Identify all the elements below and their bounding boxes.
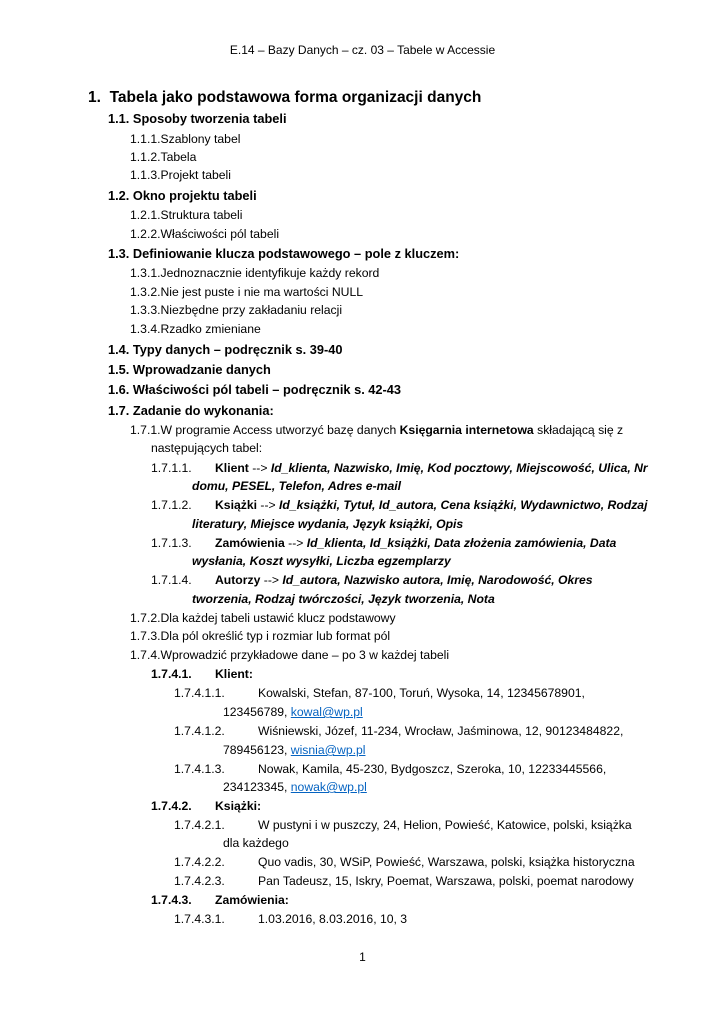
- item-number: 1.1.3.: [130, 168, 161, 182]
- item-title: Książki:: [215, 799, 262, 813]
- data-row: [174, 684, 585, 702]
- item-number: 1.7.4.2.3.: [174, 874, 225, 888]
- item-text: Dla każdej tabeli ustawić klucz podstawowy: [160, 611, 396, 625]
- page-number: 1: [359, 950, 366, 964]
- table-fields: Id_autora, Nazwisko autora, Imię, Narodowość, Okres: [282, 573, 593, 587]
- task-1-7-3: [130, 627, 390, 645]
- item-number: 1.2.1.: [130, 208, 161, 222]
- section-1-7-heading: [108, 402, 274, 420]
- row-values: Quo vadis, 30, WSiP, Powieść, Warszawa, polski, książka historyczna: [258, 855, 635, 869]
- table-fields-continued: domu, PESEL, Telefon, Adres e-mail: [192, 479, 402, 493]
- arrow: -->: [260, 573, 283, 587]
- item-number: 1.7.4.2.: [151, 799, 192, 813]
- item-number: 1.7.2.: [130, 611, 161, 625]
- data-row: [174, 910, 407, 928]
- item-number: 1.3.3.: [130, 303, 161, 317]
- item-number: 1.7.1.3.: [151, 536, 192, 550]
- item-number: 1.3.2.: [130, 285, 161, 299]
- task-1-7-4: [130, 646, 449, 664]
- table-fields: Id_klienta, Nazwisko, Imię, Kod pocztowy, Miejscowość, Ulica, Nr: [270, 461, 648, 475]
- section-1-heading: [88, 88, 481, 108]
- section-1-1-heading: [108, 110, 287, 128]
- section-title: Wprowadzanie danych: [132, 362, 271, 377]
- arrow: -->: [284, 536, 307, 550]
- table-name: Książki: [215, 498, 258, 512]
- item-number: 1.7.4.2.1.: [174, 818, 225, 832]
- section-number: 1.6.: [108, 382, 130, 397]
- section-number: 1.4.: [108, 342, 130, 357]
- email-link[interactable]: wisnia@wp.pl: [290, 743, 366, 757]
- item-number: 1.7.1.4.: [151, 573, 192, 587]
- section-1-2-heading: [108, 187, 257, 205]
- table-definition-klient: [151, 459, 648, 477]
- item-text: Projekt tabeli: [160, 168, 231, 182]
- item-number: 1.7.4.1.1.: [174, 686, 225, 700]
- section-1-5-heading: [108, 361, 271, 379]
- item-text: Rzadko zmieniane: [160, 322, 261, 336]
- data-row-continued: [223, 703, 363, 721]
- item-number: 1.7.1.1.: [151, 461, 192, 475]
- item-text: Właściwości pól tabeli: [160, 227, 280, 241]
- section-1-4-heading: [108, 341, 343, 359]
- data-row-continued: dla każdego: [223, 836, 289, 850]
- item-number: 1.7.3.: [130, 629, 161, 643]
- item-number: 1.7.1.2.: [151, 498, 192, 512]
- item-title: Klient:: [215, 667, 253, 681]
- sample-data-zamowienia-heading: [151, 891, 289, 909]
- row-values: Nowak, Kamila, 45-230, Bydgoszcz, Szeroka, 10, 12233445566,: [258, 762, 607, 776]
- table-definition-ksiazki: [151, 496, 647, 514]
- section-title: Właściwości pól tabeli – podręcznik s. 42-43: [132, 382, 402, 397]
- list-item: [130, 166, 231, 184]
- database-name: Księgarnia internetowa: [399, 423, 534, 437]
- list-item: [130, 206, 242, 224]
- section-title: Okno projektu tabeli: [132, 188, 257, 203]
- list-item: [130, 320, 261, 338]
- section-number: 1.2.: [108, 188, 130, 203]
- table-definition-autorzy: [151, 571, 593, 589]
- item-number: 1.7.4.1.: [151, 667, 192, 681]
- task-1-7-1-continued: następujących tabel:: [151, 441, 263, 455]
- item-number: 1.7.4.3.: [151, 893, 192, 907]
- row-values: 1.03.2016, 8.03.2016, 10, 3: [258, 912, 408, 926]
- row-values: Pan Tadeusz, 15, Iskry, Poemat, Warszawa, polski, poemat narodowy: [258, 874, 634, 888]
- data-row-continued: [223, 778, 367, 796]
- section-title: Sposoby tworzenia tabeli: [132, 111, 287, 126]
- section-number: 1.3.: [108, 246, 130, 261]
- section-title: Definiowanie klucza podstawowego – pole z kluczem:: [132, 246, 460, 261]
- section-number: 1.5.: [108, 362, 130, 377]
- table-fields: Id_książki, Tytuł, Id_autora, Cena książki, Wydawnictwo, Rodzaj: [279, 498, 648, 512]
- list-item: [130, 225, 279, 243]
- data-row-continued: [223, 741, 365, 759]
- page-header: E.14 – Bazy Danych – cz. 03 – Tabele w Accessie: [229, 43, 496, 57]
- list-item: [130, 301, 342, 319]
- section-1-6-heading: [108, 381, 401, 399]
- section-title: Tabela jako podstawowa forma organizacji danych: [109, 89, 482, 106]
- item-text: Nie jest puste i nie ma wartości NULL: [160, 285, 364, 299]
- item-text: Szablony tabel: [160, 132, 241, 146]
- data-row: [174, 872, 634, 890]
- item-text: Struktura tabeli: [160, 208, 243, 222]
- item-number: 1.3.1.: [130, 266, 161, 280]
- list-item: [130, 148, 196, 166]
- table-name: Klient: [215, 461, 249, 475]
- row-values: 789456123,: [223, 743, 291, 757]
- item-text: składającą się z: [533, 423, 624, 437]
- sample-data-ksiazki-heading: [151, 797, 261, 815]
- item-text: W programie Access utworzyć bazę danych: [160, 423, 400, 437]
- item-number: 1.2.2.: [130, 227, 161, 241]
- section-1-3-heading: [108, 245, 459, 263]
- arrow: -->: [248, 461, 271, 475]
- row-values: Kowalski, Stefan, 87-100, Toruń, Wysoka, 14, 12345678901,: [258, 686, 585, 700]
- email-link[interactable]: nowak@wp.pl: [290, 780, 367, 794]
- section-title: Typy danych – podręcznik s. 39-40: [132, 342, 343, 357]
- item-number: 1.3.4.: [130, 322, 161, 336]
- section-number: 1.7.: [108, 403, 130, 418]
- item-number: 1.7.4.: [130, 648, 161, 662]
- table-fields-continued: wysłania, Koszt wysyłki, Liczba egzemplarzy: [192, 554, 451, 568]
- sample-data-klient-heading: [151, 665, 253, 683]
- item-number: 1.7.1.: [130, 423, 161, 437]
- table-name: Autorzy: [215, 573, 261, 587]
- row-values: 123456789,: [223, 705, 291, 719]
- item-title: Zamówienia:: [215, 893, 289, 907]
- item-number: 1.7.4.1.3.: [174, 762, 225, 776]
- item-number: 1.7.4.2.2.: [174, 855, 225, 869]
- row-values: W pustyni i w puszczy, 24, Helion, Powieść, Katowice, polski, książka: [258, 818, 632, 832]
- list-item: [130, 130, 240, 148]
- table-fields-continued: literatury, Miejsce wydania, Język książki, Opis: [192, 517, 464, 531]
- item-text: Dla pól określić typ i rozmiar lub format pól: [160, 629, 391, 643]
- data-row: [174, 853, 635, 871]
- task-1-7-2: [130, 609, 396, 627]
- item-number: 1.7.4.3.1.: [174, 912, 225, 926]
- table-name: Zamówienia: [215, 536, 285, 550]
- table-definition-zamowienia: [151, 534, 616, 552]
- item-text: Niezbędne przy zakładaniu relacji: [160, 303, 343, 317]
- table-fields-continued: tworzenia, Rodzaj twórczości, Język tworzenia, Nota: [192, 592, 495, 606]
- list-item: [130, 283, 363, 301]
- item-number: 1.1.1.: [130, 132, 161, 146]
- section-title: Zadanie do wykonania:: [132, 403, 274, 418]
- arrow: -->: [257, 498, 280, 512]
- item-text: Jednoznacznie identyfikuje każdy rekord: [160, 266, 380, 280]
- section-number: 1.: [88, 89, 101, 106]
- row-values: Wiśniewski, Józef, 11-234, Wrocław, Jaśminowa, 12, 90123484822,: [258, 724, 624, 738]
- row-values: 234123345,: [223, 780, 291, 794]
- task-1-7-1: [130, 421, 623, 439]
- item-text: Wprowadzić przykładowe dane – po 3 w każdej tabeli: [160, 648, 450, 662]
- email-link[interactable]: kowal@wp.pl: [290, 705, 363, 719]
- item-number: 1.7.4.1.2.: [174, 724, 225, 738]
- data-row: [174, 722, 623, 740]
- table-fields: Id_klienta, Id_książki, Data złożenia zamówienia, Data: [306, 536, 617, 550]
- section-number: 1.1.: [108, 111, 130, 126]
- data-row: [174, 760, 606, 778]
- data-row: [174, 816, 632, 834]
- item-text: Tabela: [160, 150, 197, 164]
- list-item: [130, 264, 379, 282]
- item-number: 1.1.2.: [130, 150, 161, 164]
